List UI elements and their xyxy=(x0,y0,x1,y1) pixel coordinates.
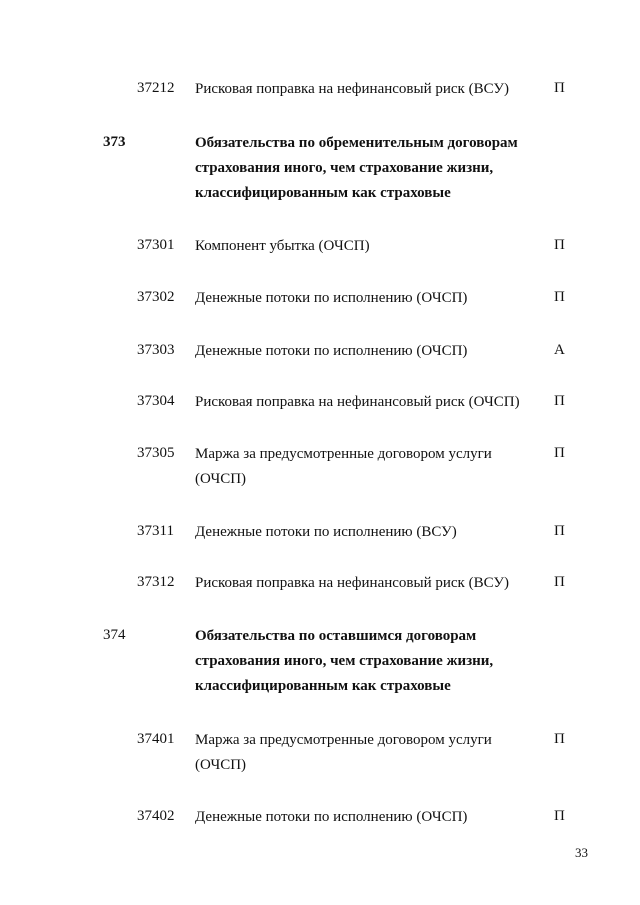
account-code: 37212 xyxy=(137,80,175,96)
account-description: Рисковая поправка на нефинансовый риск (ОЧСП) xyxy=(195,394,520,410)
account-sign: П xyxy=(554,808,565,824)
page-number: 33 xyxy=(575,845,588,860)
account-sign: П xyxy=(554,574,565,590)
account-code: 37301 xyxy=(137,237,175,253)
account-description: Компонент убытка (ОЧСП) xyxy=(195,238,370,254)
account-description: Рисковая поправка на нефинансовый риск (ВСУ) xyxy=(195,81,510,97)
account-code: 37312 xyxy=(137,574,175,590)
account-sign: П xyxy=(554,289,565,305)
group-description: Обязательства по обременительным договорам страхования иного, чем страхование жизни, классифицированным как страховые xyxy=(195,135,518,201)
account-code: 37311 xyxy=(137,523,174,539)
account-description: Маржа за предусмотренные договором услуги (ОЧСП) xyxy=(195,732,492,773)
account-code: 37304 xyxy=(137,393,175,409)
account-sign: П xyxy=(554,523,565,539)
account-description: Рисковая поправка на нефинансовый риск (ВСУ) xyxy=(195,575,510,591)
account-description: Денежные потоки по исполнению (ОЧСП) xyxy=(195,290,468,306)
account-sign: П xyxy=(554,393,565,409)
group-description: Обязательства по оставшимся договорам страхования иного, чем страхование жизни, классифицированным как страховые xyxy=(195,628,494,694)
account-sign: П xyxy=(554,445,565,461)
account-sign: П xyxy=(554,731,565,747)
account-sign: П xyxy=(554,237,565,253)
account-code: 37303 xyxy=(137,342,175,358)
account-description: Денежные потоки по исполнению (ВСУ) xyxy=(195,524,457,540)
account-code: 37302 xyxy=(137,289,175,305)
account-sign: П xyxy=(554,80,565,96)
account-description: Маржа за предусмотренные договором услуги (ОЧСП) xyxy=(195,446,492,487)
group-code: 373 xyxy=(103,134,126,150)
account-description: Денежные потоки по исполнению (ОЧСП) xyxy=(195,343,468,359)
account-code: 37401 xyxy=(137,731,175,747)
account-description: Денежные потоки по исполнению (ОЧСП) xyxy=(195,809,468,825)
group-code: 374 xyxy=(103,627,126,643)
account-code: 37305 xyxy=(137,445,175,461)
account-code: 37402 xyxy=(137,808,175,824)
account-sign: А xyxy=(554,342,565,358)
